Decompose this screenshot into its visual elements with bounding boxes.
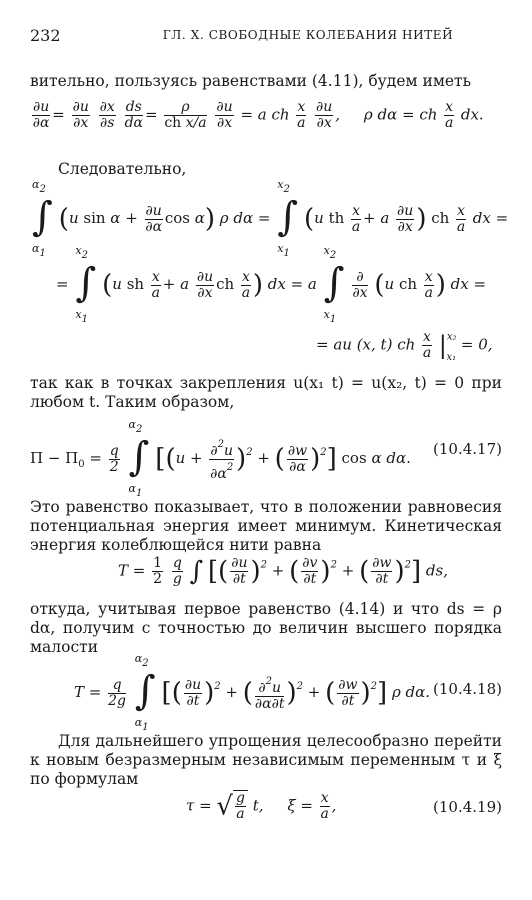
running-title: ГЛ. X. СВОБОДНЫЕ КОЛЕБАНИЯ НИТЕЙ bbox=[162, 28, 454, 42]
equation-kinetic-energy: T = $\frac{1}{2}$ $\frac{q}{g}$ ∫ [( $\frac{\partial u}{\partial t}$ )$^2$ + ( $\frac{\partial v}{\partial t}$ )$^2$ + ( $\frac{\partial w}{\partial t}$ )$^2$] ds, bbox=[118, 555, 448, 587]
equation-number-10-4-18: (10.4.18) bbox=[433, 680, 502, 698]
paragraph-1: вительно, пользуясь равенствами (4.11), будем иметь bbox=[30, 72, 472, 90]
equation-10-4-18: T = $\frac{q}{2g}$ α2 ∫ α1 [( $\frac{\partial u}{\partial t}$ )$^2$ + ( $\frac{\partial^2u}{\partial\alpha\partial t}$ )$^2$ + ( $\frac{\partial w}{\partial t}$ )$^2$] ρ dα. bbox=[74, 652, 431, 733]
page-header bbox=[30, 26, 502, 48]
equation-derivative-chain: $\frac{\partial u}{\partial\alpha}$ = $\frac{\partial u}{\partial x}$ $\frac{\partial x}{\partial s}$ $\frac{ds}{d\alpha}$ = $\frac{\rho}{\text{ch x/a}}$ $\frac{\partial u}{\partial x}$ = a ch $\frac{x}{a}$ $\frac{\partial u}{\partial x}$ , ρ dα = ch $\frac{x}{a}$ dx. bbox=[32, 99, 484, 131]
equation-10-4-17: $\Pi - \Pi_0$ = $\frac{q}{2}$ α2 ∫ α1 [(u + $\frac{\partial^2u}{\partial\alpha^2}$ )$^2$ + ( $\frac{\partial w}{\partial\alpha}$ )$^2$] cos α dα. bbox=[30, 418, 411, 499]
equation-number-10-4-19: (10.4.19) bbox=[433, 798, 502, 816]
paragraph-4: Это равенство показывает, что в положении равновесия потенциальная энергия имеет минимум. Кинетическая энергия колеблющейся нити равна bbox=[30, 498, 502, 554]
paragraph-5: откуда, учитывая первое равенство (4.14) и что ds = ρ dα, получим с точностью до величин высшего порядка малости bbox=[30, 600, 502, 656]
equation-integral-line-1: α2 ∫ α1 (u sin α + $\frac{\partial u}{\partial\alpha}$ cos α) ρ dα = x2 ∫ x1 (u th $\frac{x}{a}$ + a $\frac{\partial u}{\partial x}$ ) ch $\frac{x}{a}$ dx = bbox=[32, 178, 509, 259]
paragraph-2: Следовательно, bbox=[58, 160, 187, 178]
equation-integral-line-2: = x2 ∫ x1 (u sh $\frac{x}{a}$ + a $\frac{\partial u}{\partial x}$ ch $\frac{x}{a}$ ) dx = a x2 ∫ x1 $\frac{\partial}{\partial x}$ (u ch $\frac{x}{a}$ ) dx = bbox=[56, 244, 487, 325]
equation-10-4-19: τ = √ $\frac{g}{a}$ t, ξ = $\frac{x}{a}$ , bbox=[186, 790, 337, 822]
page-number: 232 bbox=[30, 26, 61, 45]
equation-integral-line-3: = au (x, t) ch $\frac{x}{a}$ $|^{x_2}_{x_1} = 0$, bbox=[316, 329, 493, 363]
paragraph-6: Для дальнейшего упрощения целесообразно перейти к новым безразмерным независимым переменным τ и ξ по формулам bbox=[30, 732, 502, 788]
equation-number-10-4-17: (10.4.17) bbox=[433, 440, 502, 458]
paragraph-3: так как в точках закрепления u(x₁ t) = u(x₂, t) = 0 при любом t. Таким образом, bbox=[30, 374, 502, 411]
